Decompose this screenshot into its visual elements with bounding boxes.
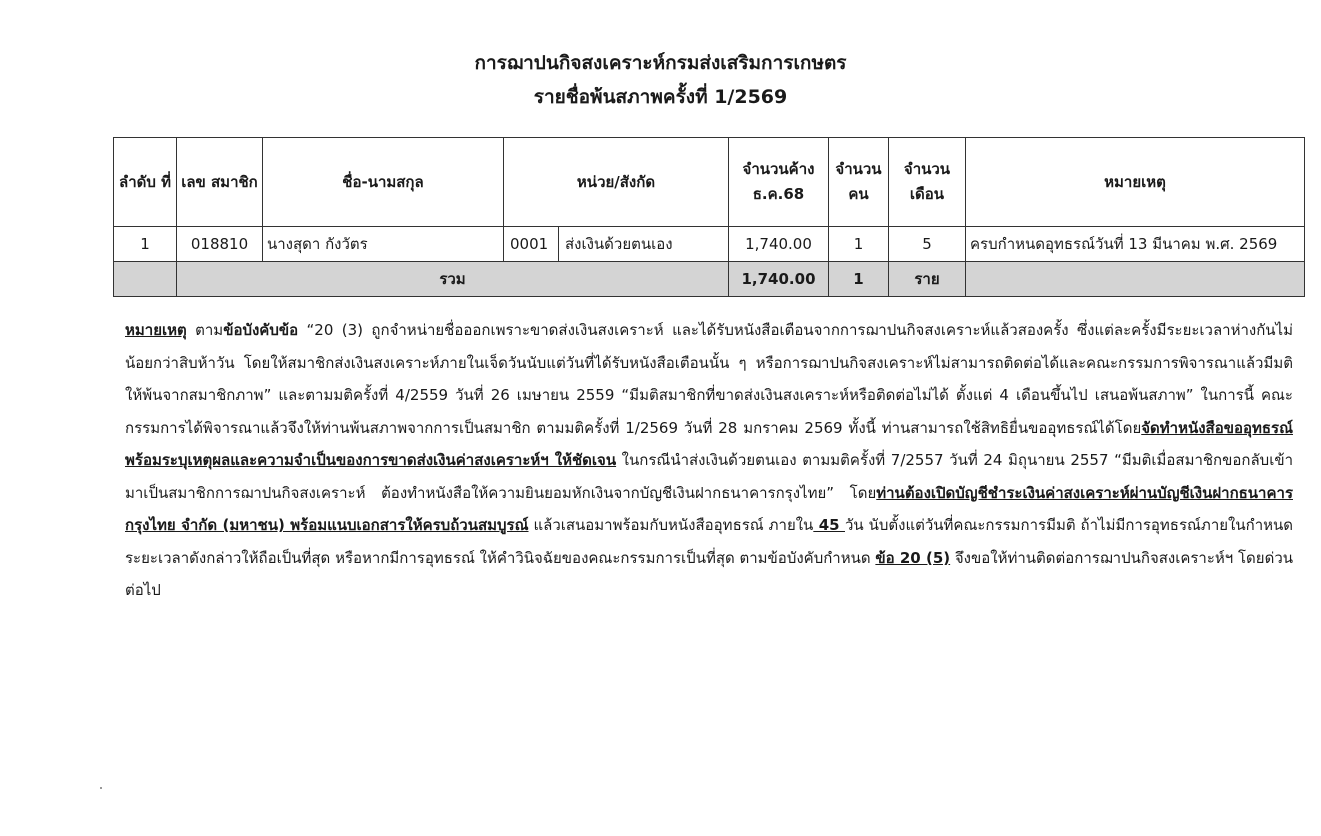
table-total-row xyxy=(114,262,1305,297)
col-header-name: ชื่อ-นามสกุล xyxy=(263,138,504,227)
total-note-blank xyxy=(966,262,1305,297)
col-header-persons: จำนวน คน xyxy=(829,138,889,227)
remark-text: แล้วเสนอมาพร้อมกับหนังสืออุทธรณ์ ภายใน xyxy=(528,516,814,534)
total-amount-due: 1,740.00 xyxy=(729,262,829,297)
document-subtitle: รายชื่อพ้นสภาพครั้งที่ 1/2569 xyxy=(533,86,788,108)
total-unit-word: ราย xyxy=(889,262,966,297)
total-blank-cell xyxy=(114,262,177,297)
cell-note: ครบกำหนดอุทธรณ์วันที่ 13 มีนาคม พ.ศ. 2569 xyxy=(966,227,1305,262)
col-header-amount-due: จำนวนค้าง ธ.ค.68 xyxy=(729,138,829,227)
cell-amount-due: 1,740.00 xyxy=(729,227,829,262)
remark-days: 45 xyxy=(813,516,845,534)
cell-months: 5 xyxy=(889,227,966,262)
col-header-no: ลำดับ ที่ xyxy=(114,138,177,227)
total-persons: 1 xyxy=(829,262,889,297)
total-label: รวม xyxy=(177,262,729,297)
col-header-months: จำนวน เดือน xyxy=(889,138,966,227)
document-title: การฌาปนกิจสงเคราะห์กรมส่งเสริมการเกษตร xyxy=(474,52,847,74)
cell-persons: 1 xyxy=(829,227,889,262)
col-header-member-id: เลข สมาชิก xyxy=(177,138,263,227)
cell-name: นางสุดา กังวัตร xyxy=(263,227,504,262)
table-row xyxy=(114,227,1305,262)
remark-text: ตาม xyxy=(186,321,224,339)
remark-emphasis: จัดทำหนังสือขออุทธรณ์ พร้อมระบุเหตุผลและความจำเป็นของการขาดส่งเงินค่าสงเคราะห์ฯ ให้ชัดเจน xyxy=(125,418,1293,469)
remark-text: วัน นับตั้งแต่วันที่คณะกรรมการมีมติ ถ้าไม่มีการอุทธรณ์ภายในกำหนดระยะเวลาดังกล่าวให้ถือเป็นที่สุด หรือหากมีการอุทธรณ์ ให้คำวินิจฉัยของคณะกรรมการเป็นที่สุด ตามข้อบังคับกำหนด xyxy=(125,516,1293,567)
remark-text: จึงขอให้ท่านติดต่อการฌาปนกิจสงเคราะห์ฯ โดยด่วนต่อไป xyxy=(125,548,1293,599)
remark-clause: ข้อ 20 (5) xyxy=(875,548,951,567)
remark-text-bold: ข้อบังคับข้อ xyxy=(223,321,299,339)
scan-speck xyxy=(100,787,102,789)
remark-heading: หมายเหตุ xyxy=(125,321,187,339)
remark-text: “20 (3) ถูกจำหน่ายชื่อออกเพราะขาดส่งเงินสงเคราะห์ และได้รับหนังสือเตือนจากการฌาปนกิจสงเคราะห์แล้วสองครั้ง ซึ่งแต่ละครั้งมีระยะเวลาห่างกันไม่น้อยกว่าสิบห้าวัน โดยให้สมาชิกส่งเงินสงเคราะห์ภายในเจ็ดวันนับแต่วันที่ได้รับหนังสือเตือนนั้น ๆ หรือการฌาปนกิจสงเคราะห์ไม่สามารถติดต่อได้และคณะกรรมการพิจารณาแล้วมีมติให้พ้นจากสมาชิกภาพ” และตามมติครั้งที่ 4/2559 วันที่ 26 เมษายน 2559 “มีมติสมาชิกที่ขาดส่งเงินสงเคราะห์หรือติดต่อไม่ได้ ตั้งแต่ 4 เดือนขึ้นไป เสนอพ้นสภาพ” ในการนี้ คณะกรรมการได้พิจารณาแล้วจึงให้ท่านพ้นสภาพจากการเป็นสมาชิก ตามมติครั้งที่ 1/2569 วันที่ 28 มกราคม 2569 ทั้งนี้ ท่านสามารถใช้สิทธิยื่นขออุทธรณ์ได้โดย xyxy=(125,321,1293,437)
cell-member-id: 018810 xyxy=(177,227,263,262)
cell-no: 1 xyxy=(114,227,177,262)
col-header-unit: หน่วย/สังกัด xyxy=(504,138,729,227)
unit-code: 0001 xyxy=(504,227,559,261)
remark-emphasis: ท่านต้องเปิดบัญชีชำระเงินค่าสงเคราะห์ผ่านบัญชีเงินฝากธนาคารกรุงไทย จำกัด (มหาชน) พร้อมแนบเอกสารให้ครบถ้วนสมบูรณ์ xyxy=(125,483,1293,534)
table-header-row xyxy=(114,138,1305,227)
cell-unit xyxy=(504,227,729,262)
remark-text: ในกรณีนำส่งเงินด้วยตนเอง ตามมติครั้งที่ 7/2557 วันที่ 24 มิถุนายน 2557 “มีมติเมื่อสมาชิกขอกลับเข้ามาเป็นสมาชิกการฌาปนกิจสงเคราะห์ ต้องทำหนังสือให้ความยินยอมหักเงินจากบัญชีเงินฝากธนาคารกรุงไทย” โดย xyxy=(125,451,1294,502)
member-table xyxy=(113,137,1305,297)
unit-name: ส่งเงินด้วยตนเอง xyxy=(565,235,673,253)
remark-paragraph xyxy=(125,314,1293,607)
col-header-note: หมายเหตุ xyxy=(966,138,1305,227)
